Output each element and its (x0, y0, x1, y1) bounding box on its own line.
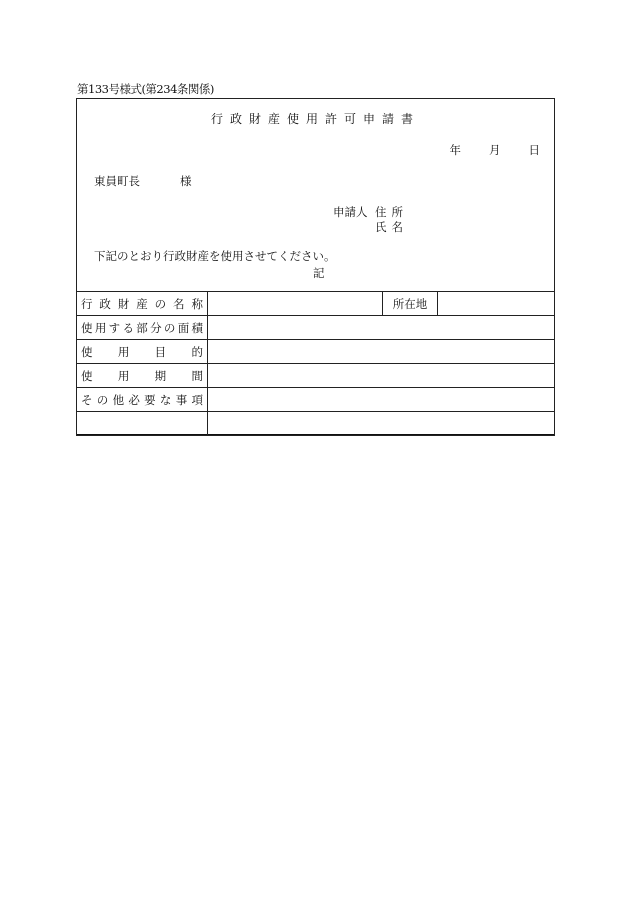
purpose-field[interactable] (208, 340, 555, 364)
applicant-block (333, 205, 408, 235)
label-char: の (163, 320, 176, 335)
form-title: 行政財産使用許可申請書 (210, 112, 420, 126)
period-label (77, 364, 208, 388)
table-row (77, 292, 555, 316)
justified-label (81, 368, 203, 384)
label-char: そ (81, 392, 93, 407)
label-char: 必 (128, 392, 140, 407)
label-char: る (122, 320, 134, 335)
other-matters-field[interactable] (208, 388, 555, 412)
table-row (77, 316, 555, 340)
label-char: 政 (99, 296, 111, 311)
purpose-label (77, 340, 208, 364)
honorific: 様 (180, 174, 192, 188)
blank-label (77, 412, 208, 436)
label-char: 使 (81, 368, 93, 383)
label-char: 分 (150, 320, 162, 335)
label-char: 事 (175, 392, 188, 407)
day-label: 日 (528, 143, 540, 157)
table-row (77, 340, 555, 364)
label-char: 用 (117, 368, 130, 383)
label-char: 項 (191, 392, 203, 407)
details-table (76, 291, 555, 436)
label-char: 称 (191, 296, 203, 311)
label-char: の (154, 296, 167, 311)
ki-marker: 記 (313, 266, 325, 280)
label-char: 行 (81, 296, 93, 311)
date-field (450, 142, 541, 158)
applicant-label: 申請人 (333, 205, 368, 219)
application-form (76, 98, 555, 436)
property-name-label (77, 292, 208, 316)
label-char: 用 (94, 320, 107, 335)
label-char: 使 (81, 320, 93, 335)
form-number: 第133号様式(第234条関係) (77, 82, 214, 96)
label-char: 財 (117, 296, 130, 311)
label-char: 他 (112, 392, 125, 407)
table-row (77, 364, 555, 388)
property-name-field[interactable] (208, 292, 383, 316)
label-char: 期 (154, 368, 167, 383)
label-char: す (108, 320, 121, 335)
request-statement: 下記のとおり行政財産を使用させてください。 (94, 249, 336, 263)
justified-label (81, 344, 203, 360)
justified-label (81, 392, 203, 408)
blank-field[interactable] (208, 412, 555, 436)
applicant-name-label: 氏名 (375, 220, 408, 234)
applicant-address-label: 住所 (375, 205, 408, 219)
label-char: 要 (144, 392, 156, 407)
label-char: の (96, 392, 109, 407)
label-char: 使 (81, 344, 93, 359)
addressee (94, 173, 192, 189)
location-label: 所在地 (383, 292, 438, 316)
label-char: 積 (191, 320, 203, 335)
table-row (77, 412, 555, 436)
other-matters-label (77, 388, 208, 412)
addressee-name: 東員町長 (94, 174, 140, 188)
label-char: 名 (173, 296, 185, 311)
label-char: 面 (177, 320, 190, 335)
label-char: な (159, 392, 172, 407)
year-label: 年 (449, 143, 461, 157)
label-char: 産 (136, 296, 148, 311)
area-field[interactable] (208, 316, 555, 340)
label-char: 間 (191, 368, 203, 383)
month-label: 月 (489, 143, 501, 157)
label-char: 部 (136, 320, 148, 335)
justified-label (81, 296, 203, 312)
location-field[interactable] (438, 292, 555, 316)
area-label (77, 316, 208, 340)
period-field[interactable] (208, 364, 555, 388)
justified-label (81, 320, 203, 336)
label-char: 目 (154, 344, 167, 359)
table-row (77, 388, 555, 412)
label-char: 的 (191, 344, 203, 359)
label-char: 用 (117, 344, 130, 359)
